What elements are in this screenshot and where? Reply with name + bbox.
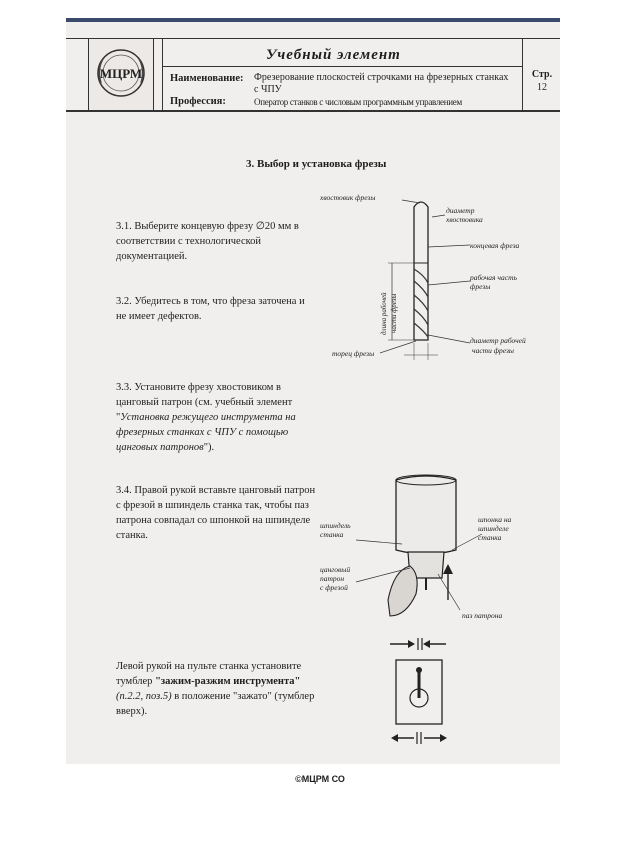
- label-spindle-2: станка: [320, 530, 344, 539]
- arrow-right-icon: [408, 640, 415, 648]
- label-working-diam-2: части фрезы: [472, 346, 515, 355]
- name-label: Наименование:: [170, 73, 244, 84]
- label-working-diam-1: диаметр рабочей: [470, 336, 526, 345]
- step-3-3-reference: Установка режущего инструмента на фрезерных станках с ЧПУ с помощью цанговых патронов: [116, 412, 296, 453]
- step-3-2: 3.2. Убедитесь в том, что фреза заточена и не имеет дефектов.: [116, 296, 305, 322]
- step-3-5-toggle-name: "зажим-разжим инструмента": [155, 676, 301, 687]
- arrow-left-out-icon: [391, 734, 398, 742]
- label-slot: паз патрона: [462, 611, 503, 620]
- label-collet-1: цанговый: [320, 565, 351, 574]
- name-value: Фрезерование плоскостей строчками на фрезерных станках с ЧПУ: [254, 72, 509, 95]
- header-title: Учебный элемент: [266, 47, 401, 63]
- step-3-4: 3.4. Правой рукой вставьте цанговый патрон с фрезой в шпиндель станка так, чтобы паз патрона совпадал со шпонкой на шпинделе станка.: [116, 485, 316, 541]
- logo-emblem-icon: [89, 39, 153, 111]
- step-3-5-lead: Левой рукой на пульте станка установите тумблер: [116, 661, 302, 687]
- step-3-3-lead: 3.3. Установите фрезу хвостовиком в цанговый патрон (см. учебный элемент ": [116, 382, 293, 423]
- label-face: торец фрезы: [332, 349, 375, 358]
- document-header: [66, 38, 560, 126]
- profession-label: Профессия:: [170, 96, 226, 107]
- label-shank-diam-2: хвостовика: [446, 215, 483, 224]
- label-key-3: станка: [478, 533, 502, 542]
- label-end-mill: концевая фреза: [470, 241, 520, 250]
- step-3-5: [116, 659, 316, 719]
- label-working-length-1: длина рабочей: [380, 292, 388, 335]
- label-working-part-2: фрезы: [470, 282, 491, 291]
- arrow-left-icon: [423, 640, 430, 648]
- label-key-1: шпонка на: [478, 515, 512, 524]
- step-3-1: 3.1. Выберите концевую фрезу ∅20 мм в соответствии с технологической документацией.: [116, 221, 299, 262]
- logo-text: МЦРМ: [99, 66, 143, 81]
- label-shank: хвостовик фрезы: [320, 193, 376, 202]
- arrow-right-out-icon: [440, 734, 447, 742]
- step-3-3-tail: ").: [203, 442, 215, 453]
- organization-logo: [88, 38, 154, 112]
- page-number: 12: [537, 82, 547, 93]
- spindle-body: [396, 476, 456, 554]
- profession-value: Оператор станков с числовым программным управлением: [254, 97, 462, 107]
- hand-illustration: [388, 566, 417, 616]
- label-spindle-1: шпиндель: [320, 521, 351, 530]
- step-3-5-tail: в положение "зажато" (тумблер вверх).: [116, 691, 315, 717]
- copyright: ©МЦРМ СО: [295, 774, 345, 784]
- section-title: 3. Выбор и установка фрезы: [246, 158, 387, 170]
- label-collet-2: патрон: [320, 574, 345, 583]
- mill-shank: [414, 202, 428, 263]
- spindle-diagram: [318, 470, 528, 620]
- end-mill-diagram: [320, 185, 560, 375]
- label-working-length-2: части фрезы: [390, 293, 398, 333]
- label-collet-3: с фрезой: [320, 583, 348, 592]
- step-3-5-ref: (п.2.2, поз.5): [116, 691, 172, 702]
- label-working-part-1: рабочая часть: [470, 273, 517, 282]
- label-key-2: шпинделе: [478, 524, 509, 533]
- label-shank-diam-1: диаметр: [446, 206, 475, 215]
- toggle-switch-diagram: [384, 636, 454, 748]
- step-3-3: [116, 380, 316, 455]
- page-label: Стр.: [531, 69, 553, 80]
- arrow-up-icon: [443, 564, 453, 574]
